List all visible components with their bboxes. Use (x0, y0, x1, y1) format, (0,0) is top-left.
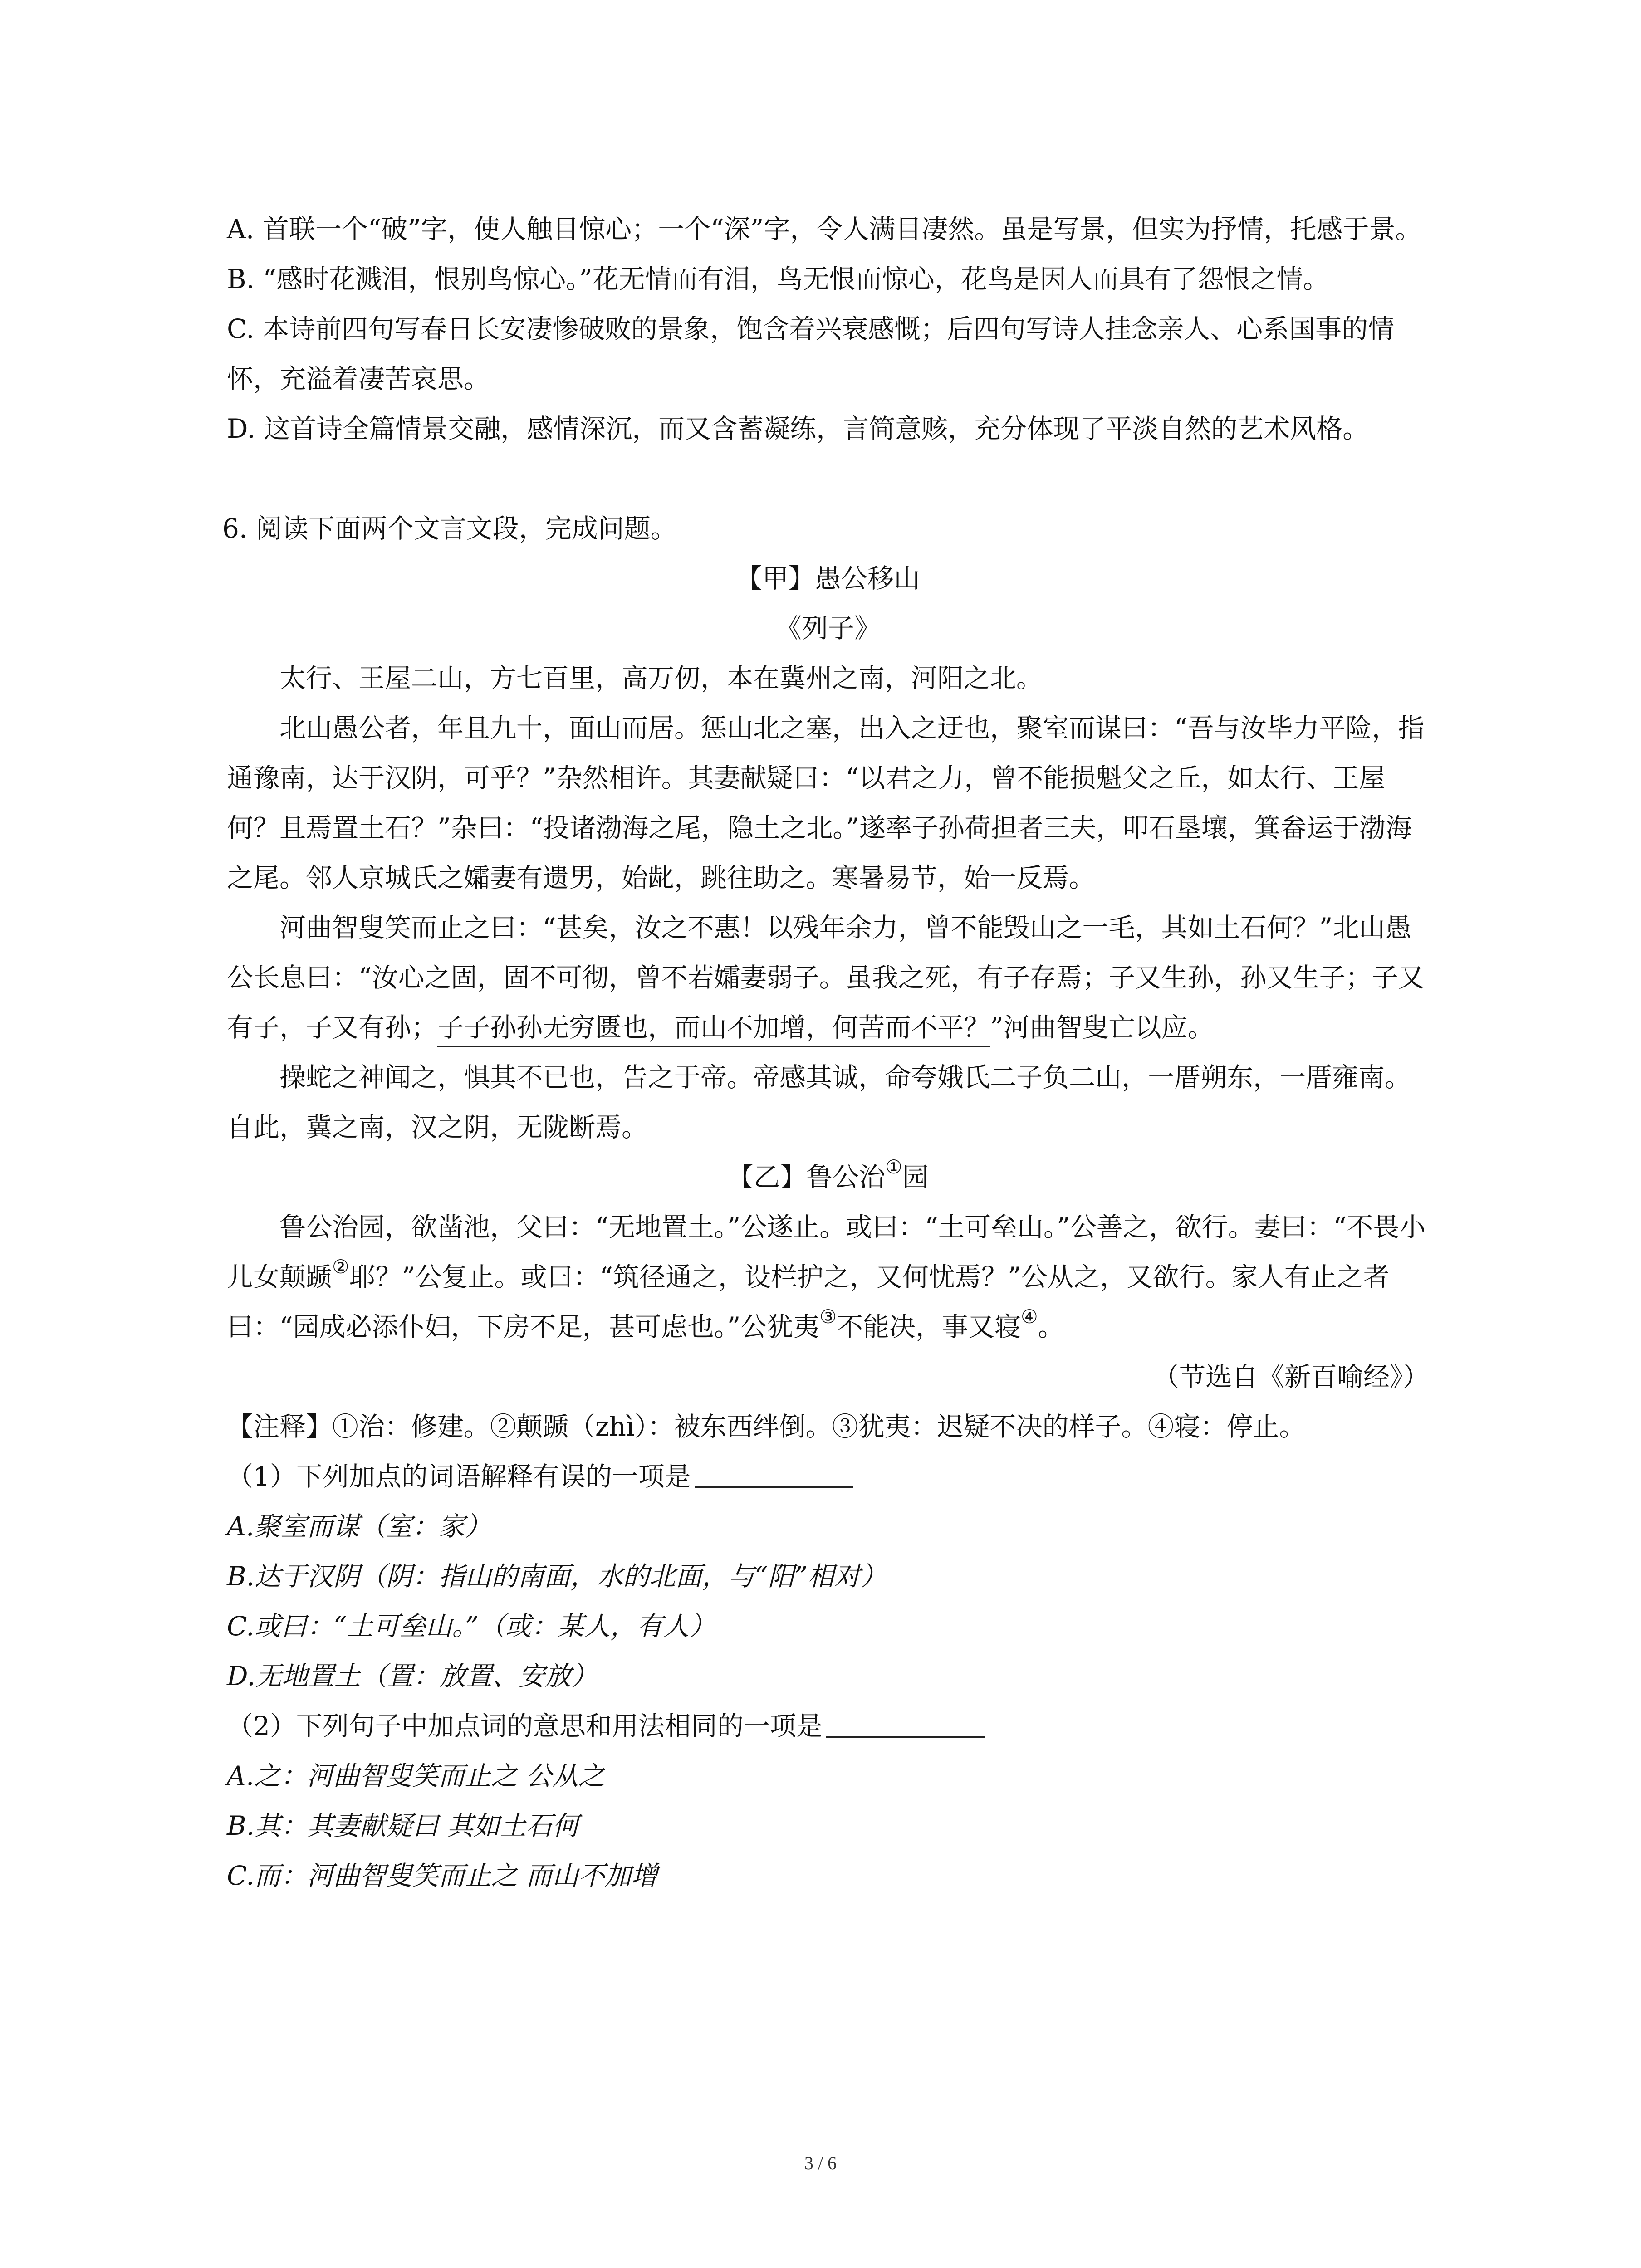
yi-text: 鲁公治园，欲凿池，父曰：“无地置土。”公遂止。或曰：“土可垒山。”公善之，欲行。妻曰：“不畏小儿女颠踬 (227, 1212, 1426, 1292)
passage-jia-paragraph: 北山愚公者，年且九十，面山而居。惩山北之塞，出入之迂也，聚室而谋曰：“吾与汝毕力平险，指通豫南，达于汉阴，可乎？”杂然相许。其妻献疑曰：“以君之力，曾不能损魁父之丘，如太行、王屋何？且焉置土石？”杂曰：“投诸渤海之尾，隐土之北。”遂率子孙荷担者三夫，叩石垦壤，箕畚运于渤海之尾。邻人京城氏之孀妻有遗男，始龀，跳往助之。寒暑易节，始一反焉。 (227, 713, 1425, 893)
q6-title: 6. 阅读下面两个文言文段，完成问题。 (222, 513, 677, 544)
passage-yi-title (227, 1152, 1429, 1202)
q5-option-a: A. 首联一个“破”字，使人触目惊心；一个“深”字，令人满目凄然。虽是写景，但实为抒情，托感于景。 (227, 214, 1422, 244)
annotation-notes: 【注释】①治：修建。②颠踬（zhì）：被东西绊倒。③犹夷：迟疑不决的样子。④寝：停止。 (227, 1411, 1306, 1442)
passage-jia-paragraph: 太行、王屋二山，方七百里，高万仞，本在冀州之南，河阳之北。 (279, 663, 1043, 694)
sub-question-1-stem (227, 1452, 1429, 1501)
passage-yi-source: （节选自《新百喻经》） (1152, 1361, 1429, 1392)
sub-question-1-option-a: A.聚室而谋（室：家） (227, 1511, 491, 1542)
underlined-sentence: 子子孙孙无穷匮也，而山不加增，何苦而不平？ (437, 1012, 990, 1047)
footnote-marker: ② (332, 1256, 349, 1278)
yi-title-text: 园 (902, 1162, 929, 1193)
yi-text: 不能决，事又寝 (836, 1311, 1021, 1342)
footnote-marker: ④ (1020, 1305, 1038, 1328)
passage-jia-title: 【甲】愚公移山 (735, 563, 920, 594)
q5-option-b: B. “感时花溅泪，恨别鸟惊心。”花无情而有泪，鸟无恨而惊心，花鸟是因人而具有了怨恨之情。 (227, 264, 1329, 294)
sub-question-2-option-a: A.之：河曲智叟笑而止之 公从之 (227, 1760, 605, 1791)
passage-jia-paragraph: 操蛇之神闻之，惧其不已也，告之于帝。帝感其诚，命夸娥氏二子负二山，一厝朔东，一厝雍南。自此，冀之南，汉之阴，无陇断焉。 (227, 1062, 1411, 1143)
stem-text: （2）下列句子中加点词的意思和用法相同的一项是 (227, 1711, 823, 1741)
page-content (222, 204, 1429, 1901)
passage-jia-source: 《列子》 (775, 613, 881, 644)
yi-text: 耶？”公复止。或曰：“筑径通之，设栏护之，又何忧焉？”公从之，又欲行。家人有止之者曰：“园成必添仆妇，下房不足，甚可虑也。”公犹夷 (227, 1261, 1390, 1342)
sub-question-1-option-d: D.无地置土（置：放置、安放） (227, 1661, 598, 1691)
footnote-marker: ③ (819, 1305, 837, 1328)
passage-yi-paragraph (227, 1202, 1429, 1352)
stem-text: （1）下列加点的词语解释有误的一项是 (227, 1461, 691, 1492)
page-number: 3 / 6 (804, 2153, 837, 2173)
sub-question-2-option-b: B.其：其妻献疑曰 其如土石何 (227, 1810, 579, 1841)
sub-question-2-option-c: C.而：河曲智叟笑而止之 而山不加增 (227, 1860, 658, 1891)
sub-question-1-option-b: B.达于汉阴（阴：指山的南面，水的北面，与“阳”相对） (227, 1561, 887, 1592)
yi-text: 。 (1038, 1311, 1064, 1342)
sub-question-2-stem (227, 1701, 1429, 1751)
answer-blank[interactable] (826, 1709, 985, 1738)
q5-option-c: C. 本诗前四句写春日长安凄惨破败的景象，饱含着兴衰感慨；后四句写诗人挂念亲人、心系国事的情怀，充溢着凄苦哀思。 (227, 313, 1395, 394)
jia-text: ”河曲智叟亡以应。 (990, 1012, 1214, 1043)
passage-jia-paragraph (227, 903, 1429, 1052)
footnote-marker: ① (885, 1156, 902, 1178)
answer-blank[interactable] (695, 1459, 853, 1488)
yi-title-text: 【乙】鲁公治 (727, 1162, 886, 1193)
q5-option-d: D. 这首诗全篇情景交融，感情深沉，而又含蓄凝练，言简意赅，充分体现了平淡自然的艺术风格。 (227, 413, 1369, 444)
sub-question-1-option-c: C.或曰：“土可垒山。”（或：某人，有人） (227, 1611, 716, 1642)
jia-text: 河曲智叟笑而止之曰：“甚矣，汝之不惠！以残年余力，曾不能毁山之一毛，其如土石何？”北山愚公长息曰：“汝心之固，固不可彻，曾不若孀妻弱子。虽我之死，有子存焉；子又生孙，孙又生子；子又有子，子又有孙； (227, 912, 1425, 1043)
